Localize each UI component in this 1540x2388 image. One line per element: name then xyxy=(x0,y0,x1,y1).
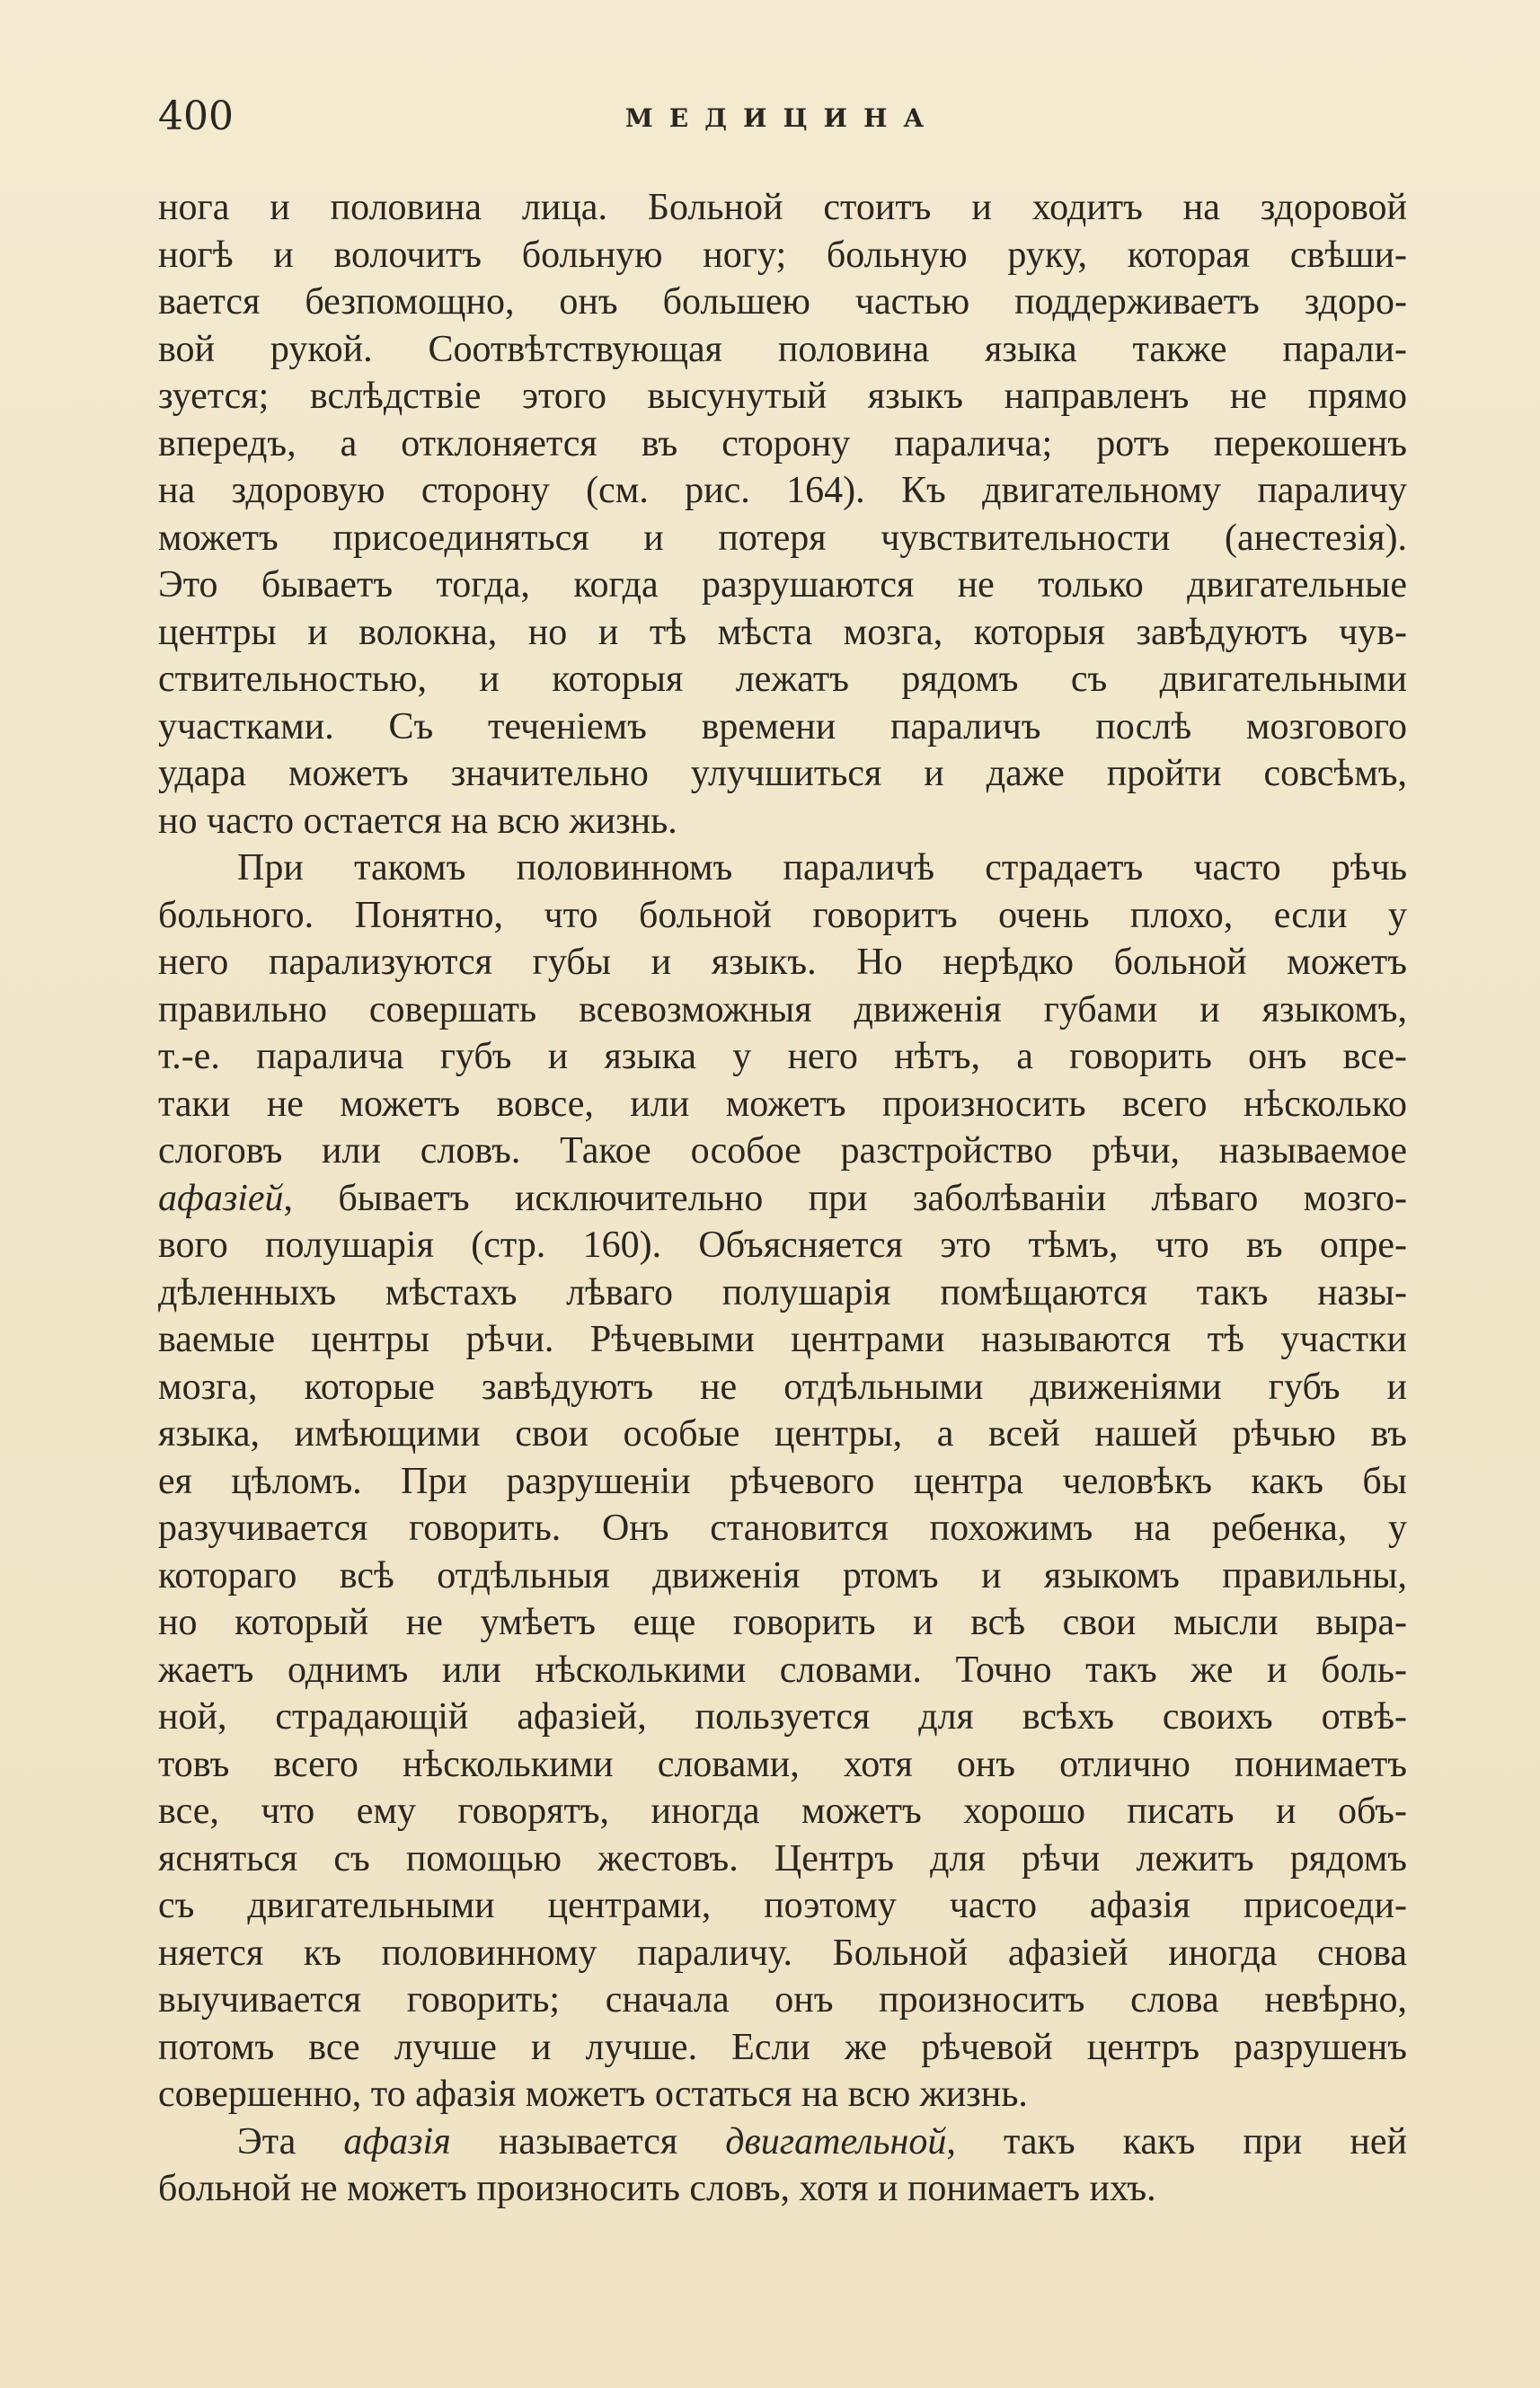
text-run: товъ всего нѣсколькими словами, хотя онъ отлично понимаетъ xyxy=(158,1743,1407,1785)
text-line xyxy=(158,609,1407,657)
text-line xyxy=(158,515,1407,562)
text-line xyxy=(158,279,1407,326)
text-line xyxy=(158,1694,1407,1741)
paragraph xyxy=(158,845,1407,2118)
text-line xyxy=(158,562,1407,609)
text-line xyxy=(158,798,1407,845)
text-run: вается безпомощно, онъ большею частью поддерживаетъ здоро- xyxy=(158,281,1407,323)
text-line xyxy=(158,1269,1407,1317)
text-line xyxy=(158,1835,1407,1883)
text-line xyxy=(158,892,1407,940)
text-run: При такомъ половинномъ параличѣ страдаетъ часто рѣчь xyxy=(237,847,1407,889)
page-number: 400 xyxy=(158,93,234,139)
text-line xyxy=(158,1599,1407,1647)
text-run: центры и волокна, но и тѣ мѣста мозга, которыя завѣдуютъ чув- xyxy=(158,611,1407,653)
italic-term: афазія xyxy=(343,2120,451,2162)
text-run: т.-е. паралича губъ и языка у него нѣтъ, а говорить онъ все- xyxy=(158,1036,1407,1077)
text-line xyxy=(158,2024,1407,2072)
text-line xyxy=(158,1411,1407,1458)
text-run: мозга, которые завѣдуютъ не отдѣльными движеніями губъ и xyxy=(158,1366,1407,1408)
italic-term: двигательной xyxy=(725,2120,947,2162)
text-run: ствительностью, и которыя лежатъ рядомъ съ двигательными xyxy=(158,659,1407,700)
text-run: совершенно, то афазія можетъ остаться на всю жизнь. xyxy=(158,2074,1028,2115)
text-line xyxy=(158,1364,1407,1411)
text-run: Это бываетъ тогда, когда разрушаются не только двигательные xyxy=(158,564,1407,606)
text-run: нога и половина лица. Больной стоитъ и ходитъ на здоровой xyxy=(158,187,1407,228)
text-line xyxy=(158,656,1407,703)
text-line xyxy=(158,420,1407,468)
text-run: ногѣ и волочитъ больную ногу; больную руку, которая свѣши- xyxy=(158,234,1407,276)
text-line xyxy=(158,326,1407,374)
text-run: него парализуются губы и языкъ. Но нерѣдко больной можетъ xyxy=(158,942,1407,983)
text-run: больного. Понятно, что больной говоритъ очень плохо, если у xyxy=(158,894,1407,936)
text-line xyxy=(158,1128,1407,1175)
text-line xyxy=(158,2118,1407,2166)
text-line xyxy=(158,1788,1407,1835)
text-run: потомъ все лучше и лучше. Если же рѣчевой центръ разрушенъ xyxy=(158,2026,1407,2068)
text-line xyxy=(158,703,1407,751)
text-line xyxy=(158,750,1407,798)
text-run: все, что ему говорятъ, иногда можетъ хорошо писать и объ- xyxy=(158,1791,1407,1832)
text-run: выучивается говорить; сначала онъ произноситъ слова невѣрно, xyxy=(158,1979,1407,2021)
text-run: участками. Съ теченіемъ времени параличъ послѣ мозгового xyxy=(158,705,1407,747)
text-line xyxy=(158,1930,1407,1977)
text-run: дѣленныхъ мѣстахъ лѣваго полушарія помѣщаются такъ назы- xyxy=(158,1271,1407,1313)
text-run: но который не умѣетъ еще говорить и всѣ свои мысли выра- xyxy=(158,1602,1407,1643)
text-line xyxy=(158,845,1407,892)
text-line xyxy=(158,1647,1407,1694)
text-line xyxy=(158,986,1407,1034)
text-run: съ двигательными центрами, поэтому часто афазія присоеди- xyxy=(158,1885,1407,1926)
text-line xyxy=(158,2071,1407,2118)
text-run: удара можетъ значительно улучшиться и даже пройти совсѣмъ, xyxy=(158,753,1407,794)
paragraph xyxy=(158,184,1407,845)
text-line xyxy=(158,2165,1407,2213)
italic-term: афазіей xyxy=(158,1177,284,1219)
text-line xyxy=(158,232,1407,279)
text-line xyxy=(158,1081,1407,1128)
text-run: вого полушарія (стр. 160). Объясняется это тѣмъ, что въ опре- xyxy=(158,1225,1407,1266)
text-line xyxy=(158,1505,1407,1552)
text-run: но часто остается на всю жизнь. xyxy=(158,800,677,842)
text-run: ея цѣломъ. При разрушеніи рѣчевого центра человѣкъ какъ бы xyxy=(158,1460,1407,1502)
text-run: котораго всѣ отдѣльныя движенія ртомъ и языкомъ правильны, xyxy=(158,1554,1407,1596)
text-run: разучивается говорить. Онъ становится похожимъ на ребенка, у xyxy=(158,1508,1407,1549)
text-run: жаетъ однимъ или нѣсколькими словами. Точно такъ же и боль- xyxy=(158,1649,1407,1691)
paragraph xyxy=(158,2118,1407,2213)
text-line xyxy=(158,184,1407,232)
text-run: , бываетъ исключительно при заболѣваніи лѣваго мозго- xyxy=(283,1177,1407,1219)
text-run: вой рукой. Соотвѣтствующая половина языка также парали- xyxy=(158,328,1407,370)
page-header xyxy=(158,90,1407,144)
text-run: можетъ присоединяться и потеря чувствительности (анестезія). xyxy=(158,517,1407,559)
text-line xyxy=(158,373,1407,420)
text-line xyxy=(158,467,1407,515)
text-run: , такъ какъ при ней xyxy=(946,2120,1407,2162)
text-line xyxy=(158,1222,1407,1269)
text-run: Эта xyxy=(237,2120,344,2162)
text-line xyxy=(158,1458,1407,1506)
text-run: ясняться съ помощью жестовъ. Центръ для рѣчи лежитъ рядомъ xyxy=(158,1837,1407,1879)
text-line xyxy=(158,1316,1407,1364)
body-text xyxy=(158,184,1407,2213)
text-run: правильно совершать всевозможныя движенія губами и языкомъ, xyxy=(158,988,1407,1030)
text-run: слоговъ или словъ. Такое особое разстройство рѣчи, называемое xyxy=(158,1130,1407,1172)
text-line xyxy=(158,1741,1407,1789)
text-run: на здоровую сторону (см. рис. 164). Къ двигательному параличу xyxy=(158,470,1407,511)
text-run: впередъ, а отклоняется въ сторону паралича; ротъ перекошенъ xyxy=(158,422,1407,464)
text-run: называется xyxy=(450,2120,726,2162)
text-line xyxy=(158,1033,1407,1081)
text-line xyxy=(158,1882,1407,1930)
text-run: ной, страдающій афазіей, пользуется для всѣхъ своихъ отвѣ- xyxy=(158,1696,1407,1738)
text-line xyxy=(158,1977,1407,2024)
running-title: МЕДИЦИНА xyxy=(624,103,941,133)
text-run: таки не можетъ вовсе, или можетъ произносить всего нѣсколько xyxy=(158,1083,1407,1125)
text-run: зуется; вслѣдствіе этого высунутый языкъ направленъ не прямо xyxy=(158,376,1407,417)
text-line xyxy=(158,1552,1407,1600)
text-run: языка, имѣющими свои особые центры, а всей нашей рѣчью въ xyxy=(158,1413,1407,1455)
text-run: няется къ половинному параличу. Больной афазіей иногда снова xyxy=(158,1932,1407,1974)
text-line xyxy=(158,1175,1407,1223)
text-run: больной не можетъ произносить словъ, хотя и понимаетъ ихъ. xyxy=(158,2168,1156,2209)
text-run: ваемые центры рѣчи. Рѣчевыми центрами называются тѣ участки xyxy=(158,1319,1407,1360)
text-line xyxy=(158,939,1407,986)
